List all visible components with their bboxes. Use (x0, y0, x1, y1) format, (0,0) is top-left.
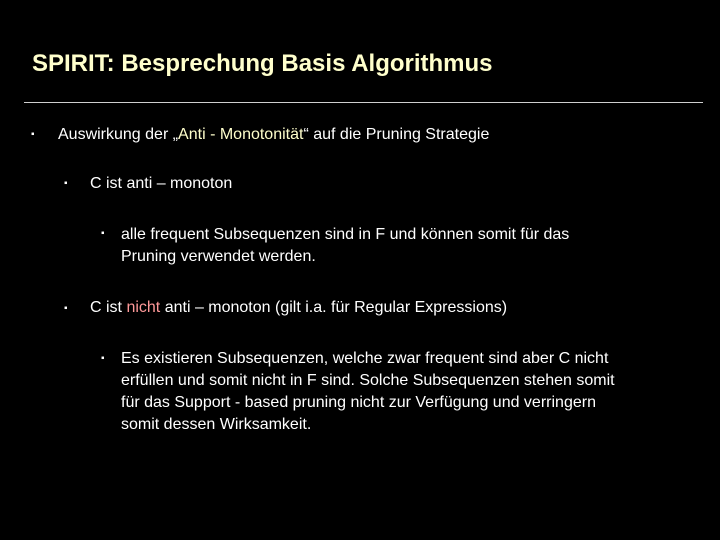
title-divider (24, 102, 703, 103)
bullet-item-5 (121, 348, 691, 436)
slide-title: SPIRIT: Besprechung Basis Algorithmus (32, 50, 493, 77)
bullet-icon: ▪ (101, 353, 105, 364)
bullet-icon: ▪ (31, 129, 35, 140)
bullet-item-3 (121, 224, 691, 268)
bullet-item-1-suffix: “ auf die Pruning Strategie (303, 126, 490, 143)
bullet-icon: ▪ (101, 228, 105, 239)
bullet-item-2: C ist anti – monoton (90, 175, 233, 192)
bullet-item-5-line-4: somit dessen Wirksamkeit. (121, 416, 312, 433)
bullet-item-5-line-3: für das Support - based pruning nicht zur Verfügung und verringern (121, 394, 596, 411)
bullet-item-3-line-2: Pruning verwendet werden. (121, 248, 316, 265)
bullet-item-4-highlight: nicht (126, 299, 161, 316)
bullet-item-1-highlight: Anti - Monotonität (178, 126, 304, 143)
bullet-item-5-line-2: erfüllen und somit nicht in F sind. Solche Subsequenzen stehen somit (121, 372, 615, 389)
bullet-icon: ▪ (64, 178, 68, 189)
bullet-item-3-line-1: alle frequent Subsequenzen sind in F und können somit für das (121, 226, 570, 243)
bullet-item-4-suffix: anti – monoton (gilt i.a. für Regular Expressions) (160, 299, 508, 316)
bullet-item-1 (58, 124, 489, 146)
bullet-icon: ▪ (64, 303, 68, 314)
bullet-item-1-prefix: Auswirkung der „ (58, 126, 179, 143)
bullet-item-4-prefix: C ist (90, 299, 127, 316)
bullet-item-4 (90, 297, 507, 319)
bullet-item-5-line-1: Es existieren Subsequenzen, welche zwar frequent sind aber C nicht (121, 350, 609, 367)
